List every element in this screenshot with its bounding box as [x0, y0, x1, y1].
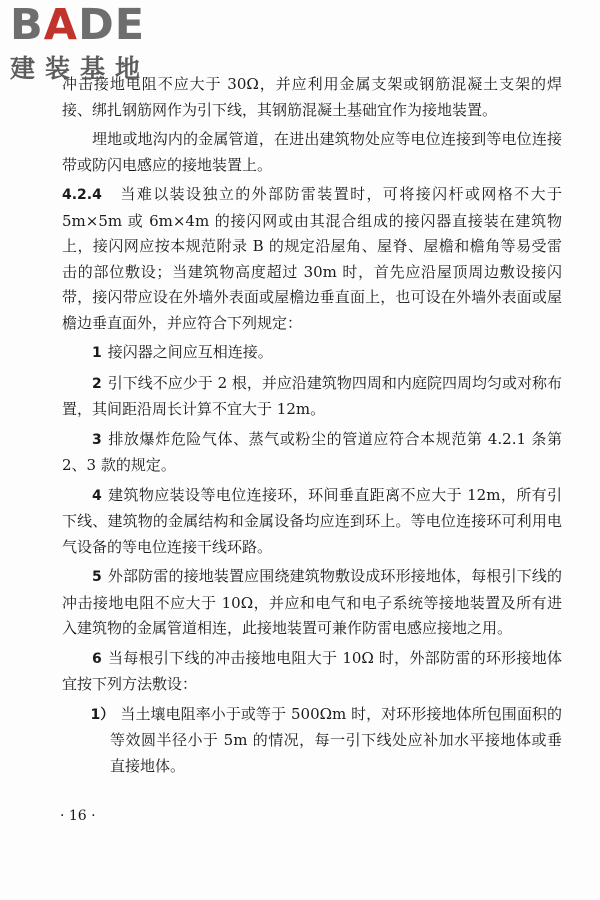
clause-4-2-4	[62, 182, 562, 336]
item-number: 5	[92, 569, 102, 585]
item-text: 引下线不应少于 2 根，并应沿建筑物四周和内庭院四周均匀或对称布置，其间距沿周长计算不宜大于 12m。	[62, 373, 562, 418]
logo-mark	[10, 2, 180, 48]
logo-mark-post: DE	[78, 0, 146, 50]
item-text: 建筑物应装设等电位连接环，环间垂直距离不应大于 12m，所有引下线、建筑物的金属结构和金属设备均应连到环上。等电位连接环可利用电气设备的等电位连接干线环路。	[62, 485, 562, 556]
paragraph-2: 埋地或地沟内的金属管道，在进出建筑物处应等电位连接到等电位连接带或防闪电感应的接地装置上。	[62, 130, 562, 174]
list-item-2	[62, 371, 562, 423]
item-number: 4	[92, 487, 102, 504]
list-item-1	[62, 340, 562, 367]
list-item-6	[62, 646, 562, 698]
page-number: · 16 ·	[60, 808, 96, 824]
sub-item-text: 当土壤电阻率小于或等于 500Ωm 时，对环形接地体所包围面积的等效圆半径小于 5m 的情况，每一引下线处应补加水平接地体或垂直接地体。	[110, 704, 562, 775]
bade-logo	[10, 2, 180, 90]
logo-mark-pre: B	[10, 0, 44, 50]
item-text: 当每根引下线的冲击接地电阻大于 10Ω 时，外部防雷的环形接地体宜按下列方法敷设：	[62, 648, 562, 693]
item-number: 1	[92, 345, 102, 361]
item-text: 接闪器之间应互相连接。	[107, 343, 273, 361]
sub-item-1	[90, 702, 562, 780]
list-item-3	[62, 427, 562, 479]
item-text: 排放爆炸危险气体、蒸气或粉尘的管道应符合本规范第 4.2.1 条第 2、3 款的规定。	[62, 429, 562, 474]
item-number: 6	[92, 650, 102, 667]
sub-item-number: 1）	[90, 706, 115, 723]
list-item-4	[62, 483, 562, 561]
clause-number: 4.2.4	[62, 187, 102, 203]
item-number: 3	[92, 431, 102, 448]
logo-subtitle: 建装基地	[10, 54, 151, 83]
item-number: 2	[92, 375, 102, 392]
paragraph-1: 冲击接地电阻不应大于 30Ω，并应利用金属支架或钢筋混凝土支架的焊接、绑扎钢筋网作为引下线，其钢筋混凝土基础宜作为接地装置。	[62, 75, 562, 119]
logo-mark-accent: A	[43, 0, 79, 50]
list-item-5	[62, 564, 562, 642]
clause-text: 当难以装设独立的外部防雷装置时，可将接闪杆或网格不大于 5m×5m 或 6m×4m 的接闪网或由其混合组成的接闪器直接装在建筑物上，接闪网应按本规范附录 B 的规定沿屋角、屋脊、屋檐和檐角等易受雷击的部位敷设；当建筑物高度超过 30m 时，首先应沿屋顶周边敷设接闪带，接闪带应设在外墙外表面或屋檐边垂直面上，也可设在外墙外表面或屋檐边垂直面外，并应符合下列规定：	[62, 185, 562, 332]
document-body	[62, 72, 562, 779]
item-text: 外部防雷的接地装置应围绕建筑物敷设成环形接地体，每根引下线的冲击接地电阻不应大于 10Ω，并应和电气和电子系统等接地装置及所有进入建筑物的金属管道相连，此接地装置可兼作防雷电感应接地之用。	[62, 567, 562, 637]
